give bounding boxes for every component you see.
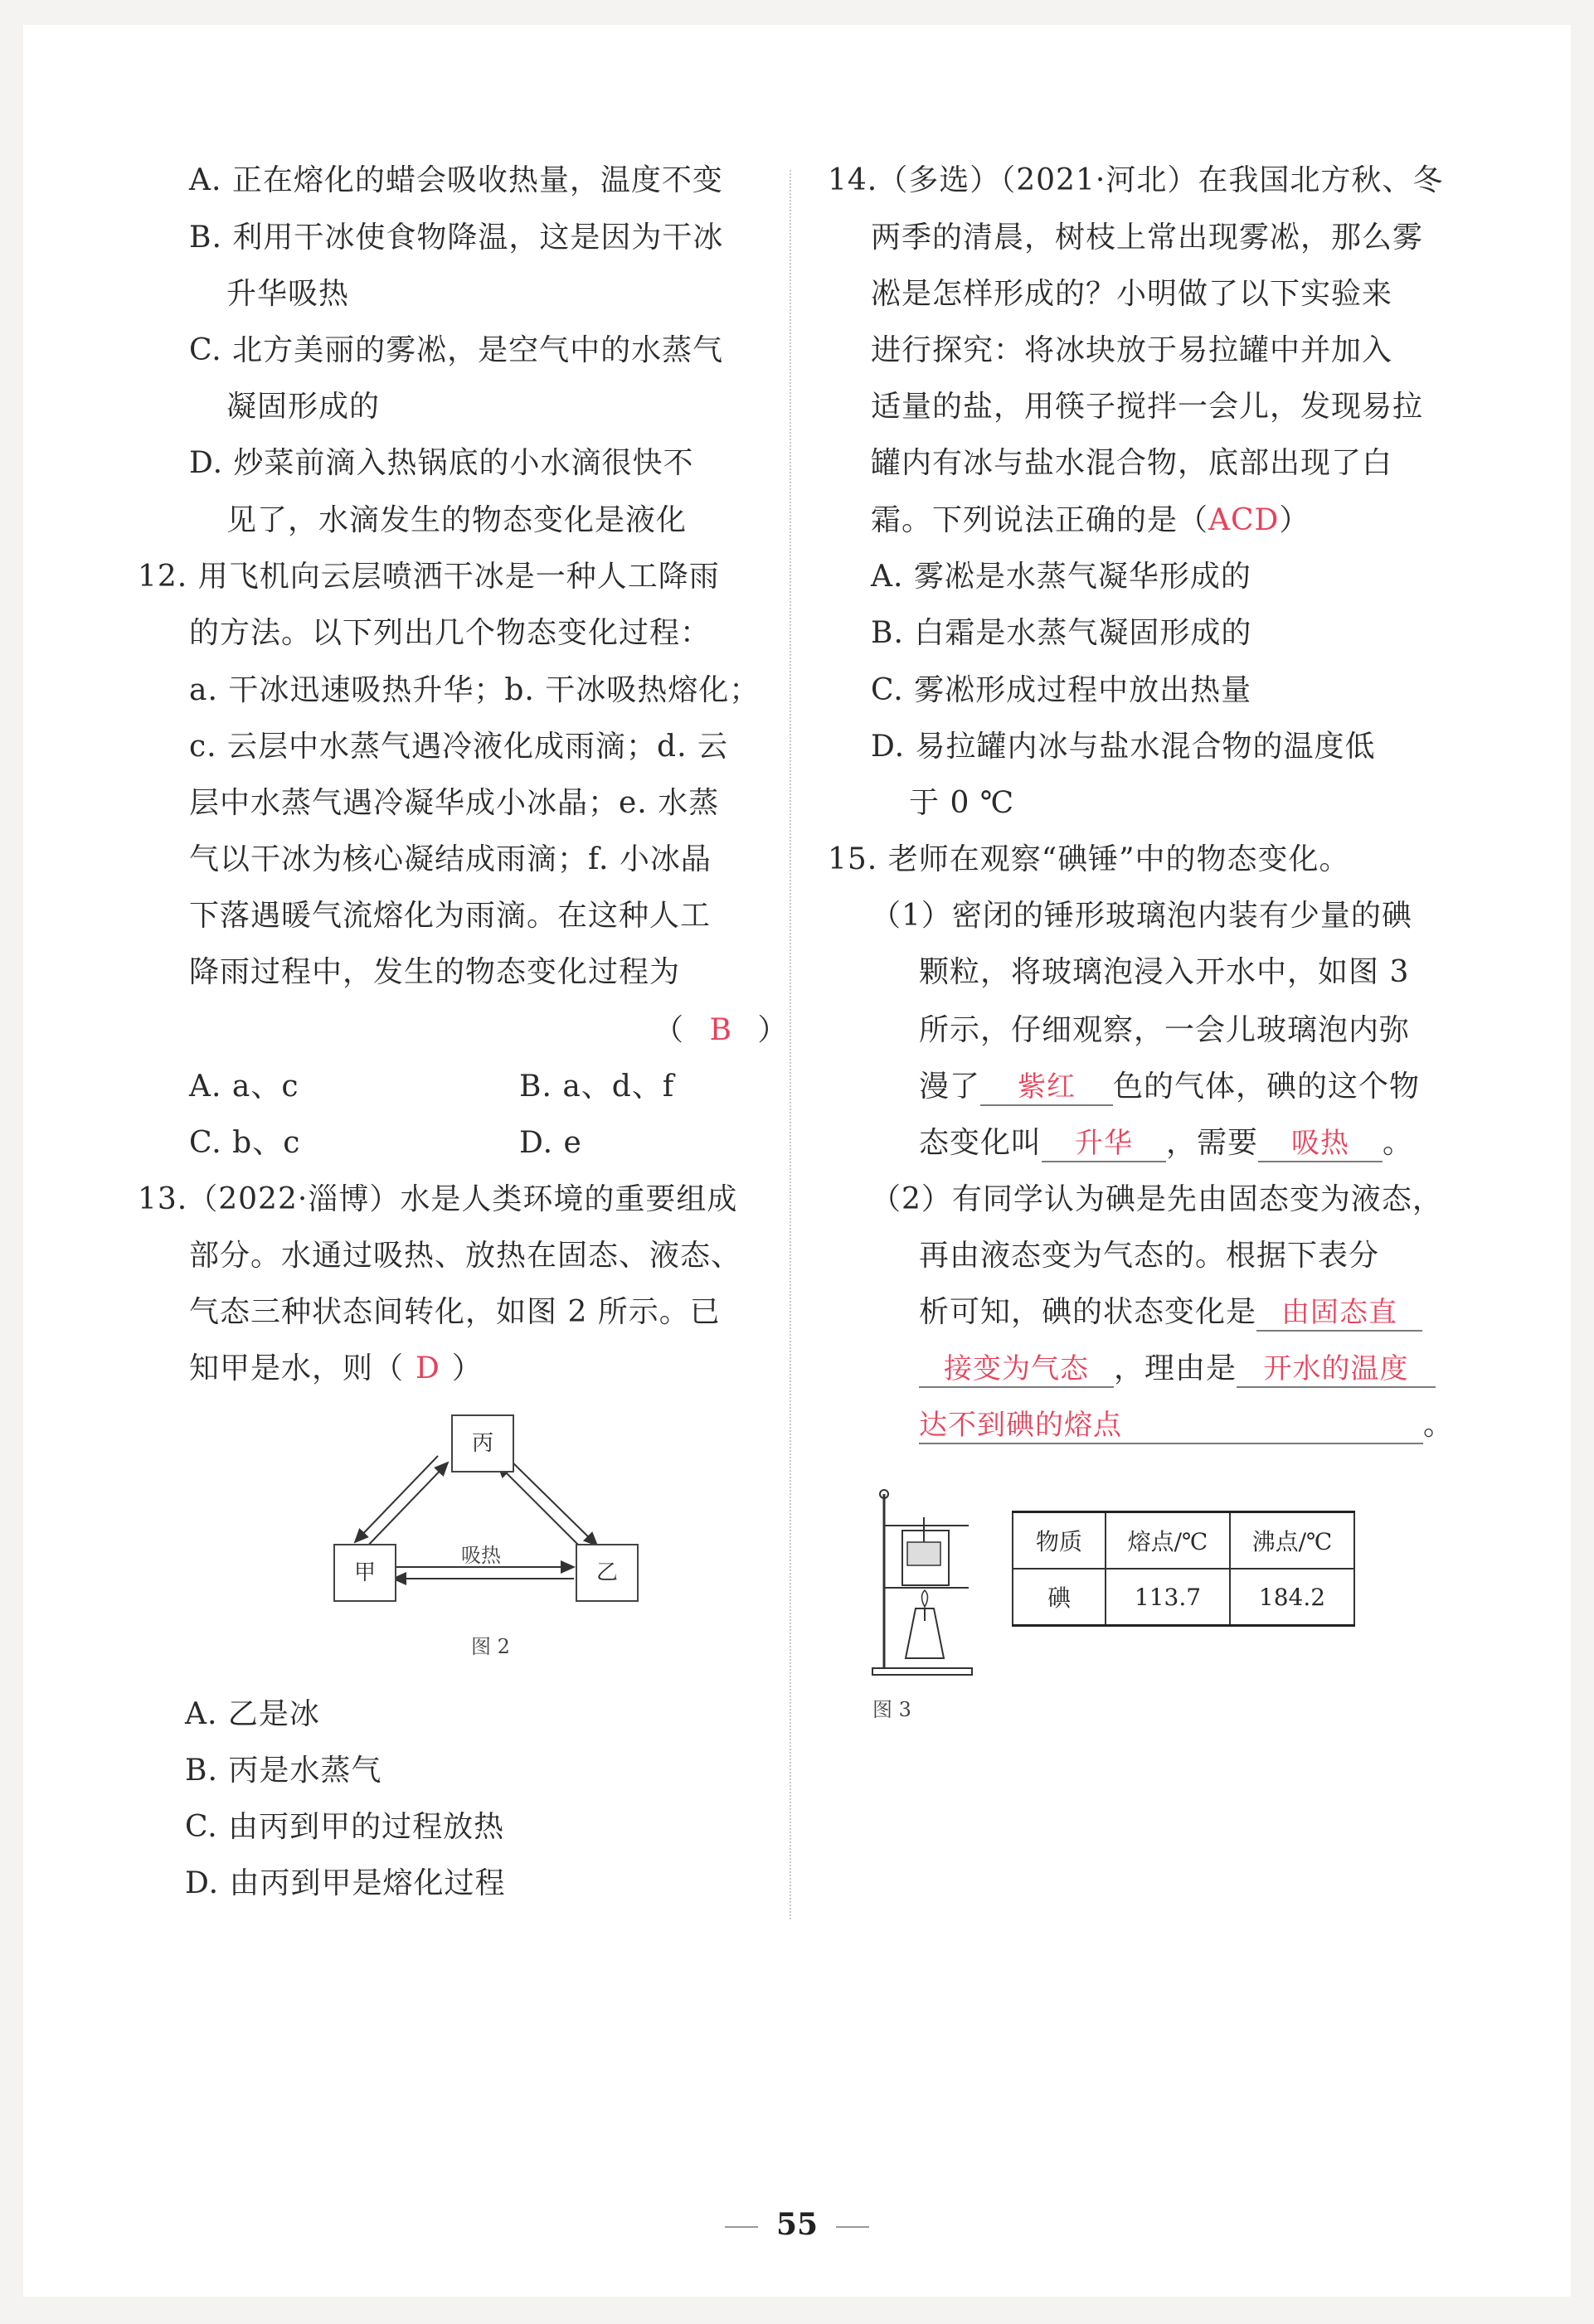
table-header-boiling: 沸点/℃ xyxy=(1230,1512,1354,1570)
q14-line-3: 凇是怎样形成的？小明做了以下实验来 xyxy=(871,277,1393,311)
q12-line-8: 降雨过程中，发生的物态变化过程为 xyxy=(189,955,681,989)
q12-bracket-close: ） xyxy=(757,1013,789,1047)
page-number-right-dash xyxy=(836,2226,869,2228)
table-cell-boiling: 184.2 xyxy=(1230,1569,1354,1626)
q11-option-b: B. 利用干冰使食物降温，这是因为干冰 xyxy=(189,221,724,255)
q15-p2-line-3 xyxy=(919,1293,1422,1332)
q13-line-1: 13.（2022·淄博）水是人类环境的重要组成 xyxy=(138,1182,738,1216)
q15-blank-reason-b: 达不到碘的熔点 xyxy=(919,1408,1423,1444)
q12-bracket-open: （ xyxy=(654,1013,685,1047)
q15-p1-line-5-prefix: 态变化叫 xyxy=(919,1126,1042,1160)
q13-line-3: 气态三种状态间转化，如图 2 所示。已 xyxy=(189,1295,721,1329)
q14-option-b: B. 白霜是水蒸气凝固形成的 xyxy=(871,616,1252,650)
q12-line-7: 下落遇暖气流熔化为雨滴。在这种人工 xyxy=(189,899,712,933)
q11-option-d-cont: 见了，水滴发生的物态变化是液化 xyxy=(226,503,688,537)
table-header-melting: 熔点/℃ xyxy=(1106,1512,1230,1570)
arrow-label-absorb-heat: 吸热 xyxy=(461,1544,501,1567)
q14-option-d-cont: 于 0 ℃ xyxy=(909,786,1015,820)
q13-option-c: C. 由丙到甲的过程放热 xyxy=(185,1810,505,1844)
q15-p2-line-4 xyxy=(919,1350,1436,1388)
q13-line-4-text: 知甲是水，则（ xyxy=(189,1351,405,1385)
q15-p1-line-4-prefix: 漫了 xyxy=(919,1070,981,1104)
q15-p1-line-1: （1）密闭的锤形玻璃泡内装有少量的碘 xyxy=(871,899,1412,933)
box-bing: 丙 xyxy=(451,1414,514,1473)
q12-option-c: C. b、c xyxy=(189,1126,301,1160)
q11-option-c-cont: 凝固形成的 xyxy=(226,390,381,424)
q15-p1-line-3: 所示，仔细观察，一会儿玻璃泡内弥 xyxy=(919,1013,1411,1047)
figure-2-caption: 图 2 xyxy=(471,1635,510,1658)
q15-p2-line-3-prefix: 析可知，碘的状态变化是 xyxy=(919,1295,1257,1329)
q12-option-a: A. a、c xyxy=(189,1070,299,1104)
page-number-left-dash xyxy=(725,2226,758,2228)
q14-answer: ACD xyxy=(1208,503,1280,537)
q12-line-6: 气以干冰为核心凝结成雨滴；f. 小冰晶 xyxy=(189,842,712,876)
page-number xyxy=(0,2207,1594,2242)
q11-option-d: D. 炒菜前滴入热锅底的小水滴很快不 xyxy=(189,446,694,480)
box-jia: 甲 xyxy=(333,1544,396,1602)
q15-blank-heat: 吸热 xyxy=(1258,1126,1383,1162)
q12-answer-bracket xyxy=(654,1012,788,1050)
q15-p1-line-4-suffix: 色的气体，碘的这个物 xyxy=(1113,1070,1421,1104)
q11-option-c: C. 北方美丽的雾凇，是空气中的水蒸气 xyxy=(189,333,724,367)
q12-option-b: B. a、d、f xyxy=(519,1070,675,1104)
q13-line-4 xyxy=(189,1350,483,1388)
figure-3-caption: 图 3 xyxy=(872,1698,911,1721)
q14-option-c: C. 雾凇形成过程中放出热量 xyxy=(871,673,1252,707)
q15-p1-line-5-mid: ，需要 xyxy=(1166,1126,1259,1160)
iodine-apparatus-illustration xyxy=(869,1484,985,1683)
q14-line-5: 适量的盐，用筷子搅拌一会儿，发现易拉 xyxy=(871,390,1424,424)
q15-title: 15. 老师在观察“碘锤”中的物态变化。 xyxy=(828,842,1350,876)
q13-answer: D xyxy=(416,1351,440,1385)
q15-blank-color: 紫红 xyxy=(980,1070,1113,1106)
column-divider xyxy=(790,170,791,1919)
q14-option-a: A. 雾凇是水蒸气凝华形成的 xyxy=(871,560,1251,594)
q15-p1-line-5-end: 。 xyxy=(1383,1126,1414,1160)
q13-option-d: D. 由丙到甲是熔化过程 xyxy=(185,1866,506,1900)
box-yi: 乙 xyxy=(576,1544,639,1602)
q12-line-2: 的方法。以下列出几个物态变化过程： xyxy=(189,616,712,650)
q14-line-6: 罐内有冰与盐水混合物，底部出现了白 xyxy=(871,446,1393,480)
q15-p2-line-5-end: 。 xyxy=(1423,1408,1455,1442)
q11-option-a: A. 正在熔化的蜡会吸收热量，温度不变 xyxy=(189,163,723,197)
q12-line-5: 层中水蒸气遇冷凝华成小冰晶；e. 水蒸 xyxy=(189,786,720,820)
page-number-text: 55 xyxy=(775,2207,819,2242)
q13-option-a: A. 乙是冰 xyxy=(185,1697,320,1731)
q12-line-3: a. 干冰迅速吸热升华；b. 干冰吸热熔化； xyxy=(189,673,761,707)
table-cell-melting: 113.7 xyxy=(1106,1569,1230,1626)
q15-p1-line-5 xyxy=(919,1124,1413,1162)
q12-line-1: 12. 用飞机向云层喷洒干冰是一种人工降雨 xyxy=(138,560,720,594)
q15-blank-process-b: 接变为气态 xyxy=(919,1351,1114,1388)
q14-option-d: D. 易拉罐内冰与盐水混合物的温度低 xyxy=(871,730,1376,764)
q15-p2-line-5 xyxy=(919,1406,1454,1444)
q14-bracket-close: ） xyxy=(1279,503,1310,537)
q13-bracket-close: ） xyxy=(451,1351,483,1385)
q12-option-d: D. e xyxy=(519,1126,582,1160)
q15-blank-reason-a: 开水的温度 xyxy=(1237,1351,1436,1388)
q14-line-1: 14.（多选）（2021·河北）在我国北方秋、冬 xyxy=(828,163,1444,197)
q12-line-4: c. 云层中水蒸气遇冷液化成雨滴；d. 云 xyxy=(189,730,728,764)
q12-answer: B xyxy=(709,1013,732,1047)
q14-line-2: 两季的清晨，树枝上常出现雾凇，那么雾 xyxy=(871,221,1424,255)
q15-p1-line-2: 颗粒，将玻璃泡浸入开水中，如图 3 xyxy=(919,955,1410,989)
q11-option-b-cont: 升华吸热 xyxy=(226,277,350,311)
q14-line-4: 进行探究：将冰块放于易拉罐中并加入 xyxy=(871,333,1393,367)
worksheet-page xyxy=(23,25,1571,2297)
table-row xyxy=(1013,1569,1354,1626)
q14-line-7-text: 霜。下列说法正确的是（ xyxy=(871,503,1209,537)
q15-blank-process-a: 由固态直 xyxy=(1256,1295,1422,1332)
q15-p2-line-1: （2）有同学认为碘是先由固态变为液态， xyxy=(871,1182,1443,1216)
q14-line-7 xyxy=(871,502,1310,540)
q15-p1-line-4 xyxy=(919,1068,1420,1106)
q13-option-b: B. 丙是水蒸气 xyxy=(185,1754,382,1788)
q15-p2-line-4-mid: ，理由是 xyxy=(1114,1351,1237,1385)
table-cell-substance: 碘 xyxy=(1013,1569,1106,1626)
iodine-properties-table xyxy=(1012,1511,1355,1627)
q15-blank-change: 升华 xyxy=(1042,1126,1166,1162)
figure-2-diagram xyxy=(313,1408,662,1657)
table-header-row xyxy=(1013,1512,1354,1570)
q15-p2-line-2: 再由液态变为气态的。根据下表分 xyxy=(919,1239,1380,1273)
q13-line-2: 部分。水通过吸热、放热在固态、液态、 xyxy=(189,1239,742,1273)
table-header-substance: 物质 xyxy=(1013,1512,1106,1570)
